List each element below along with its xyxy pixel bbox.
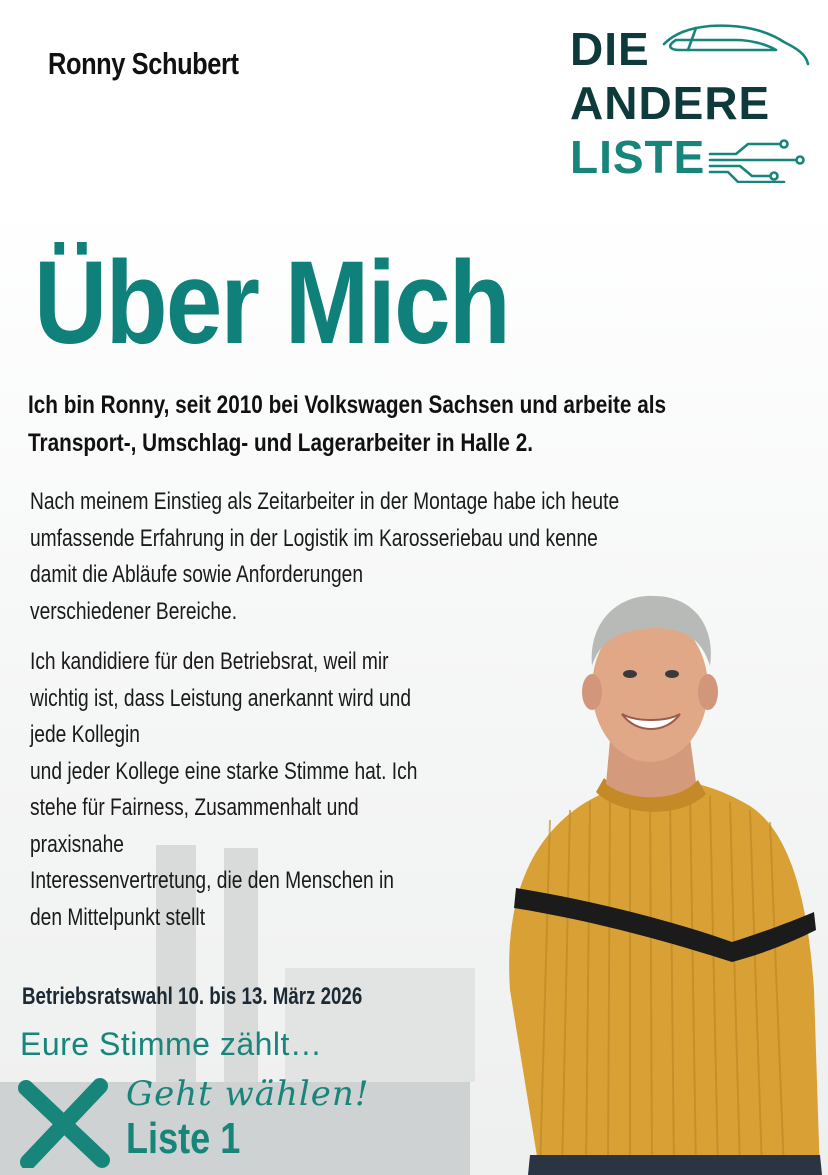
text-line: verschiedener Bereiche.	[30, 597, 238, 625]
intro-line: Ich bin Ronny, seit 2010 bei Volkswagen Sachsen und arbeite als	[28, 391, 667, 419]
text-line: jede Kollegin	[30, 721, 140, 748]
text-line: stehe für Fairness, Zusammenhalt und	[30, 794, 359, 821]
logo-text-liste: LISTE	[570, 131, 706, 183]
vote-call: Geht wählen!	[126, 1074, 370, 1114]
logo-text-die: DIE	[570, 23, 650, 75]
text-line: Ich kandidiere für den Betriebsrat, weil mir	[30, 648, 389, 675]
text-line: und jeder Kollege eine starke Stimme hat. Ich	[30, 757, 418, 785]
page-title: Über Mich	[34, 237, 510, 369]
cross-mark-icon	[14, 1078, 114, 1168]
candidate-name: Ronny Schubert	[48, 46, 239, 81]
text-line: den Mittelpunkt stellt	[30, 903, 206, 931]
election-date: Betriebsratswahl 10. bis 13. März 2026	[22, 983, 363, 1010]
text-line: Interessenvertretung, die den Menschen in	[30, 867, 394, 894]
logo-text-andere: ANDERE	[570, 77, 771, 129]
text-line: wichtig ist, dass Leistung anerkannt wird und	[30, 684, 412, 712]
party-logo	[570, 18, 815, 183]
candidate-portrait	[470, 570, 828, 1175]
text-line: umfassende Erfahrung in der Logistik im Karosseriebau und kenne	[30, 524, 598, 552]
text-line: praxisnahe	[30, 830, 124, 858]
intro-line: Transport-, Umschlag- und Lagerarbeiter in Halle 2.	[28, 429, 534, 457]
list-number: Liste 1	[126, 1114, 241, 1163]
motto-text: Eure Stimme zählt…	[20, 1026, 323, 1062]
text-line: damit die Abläufe sowie Anforderungen	[30, 561, 364, 588]
text-line: Nach meinem Einstieg als Zeitarbeiter in der Montage habe ich heute	[30, 488, 620, 515]
intro-text	[28, 386, 717, 462]
